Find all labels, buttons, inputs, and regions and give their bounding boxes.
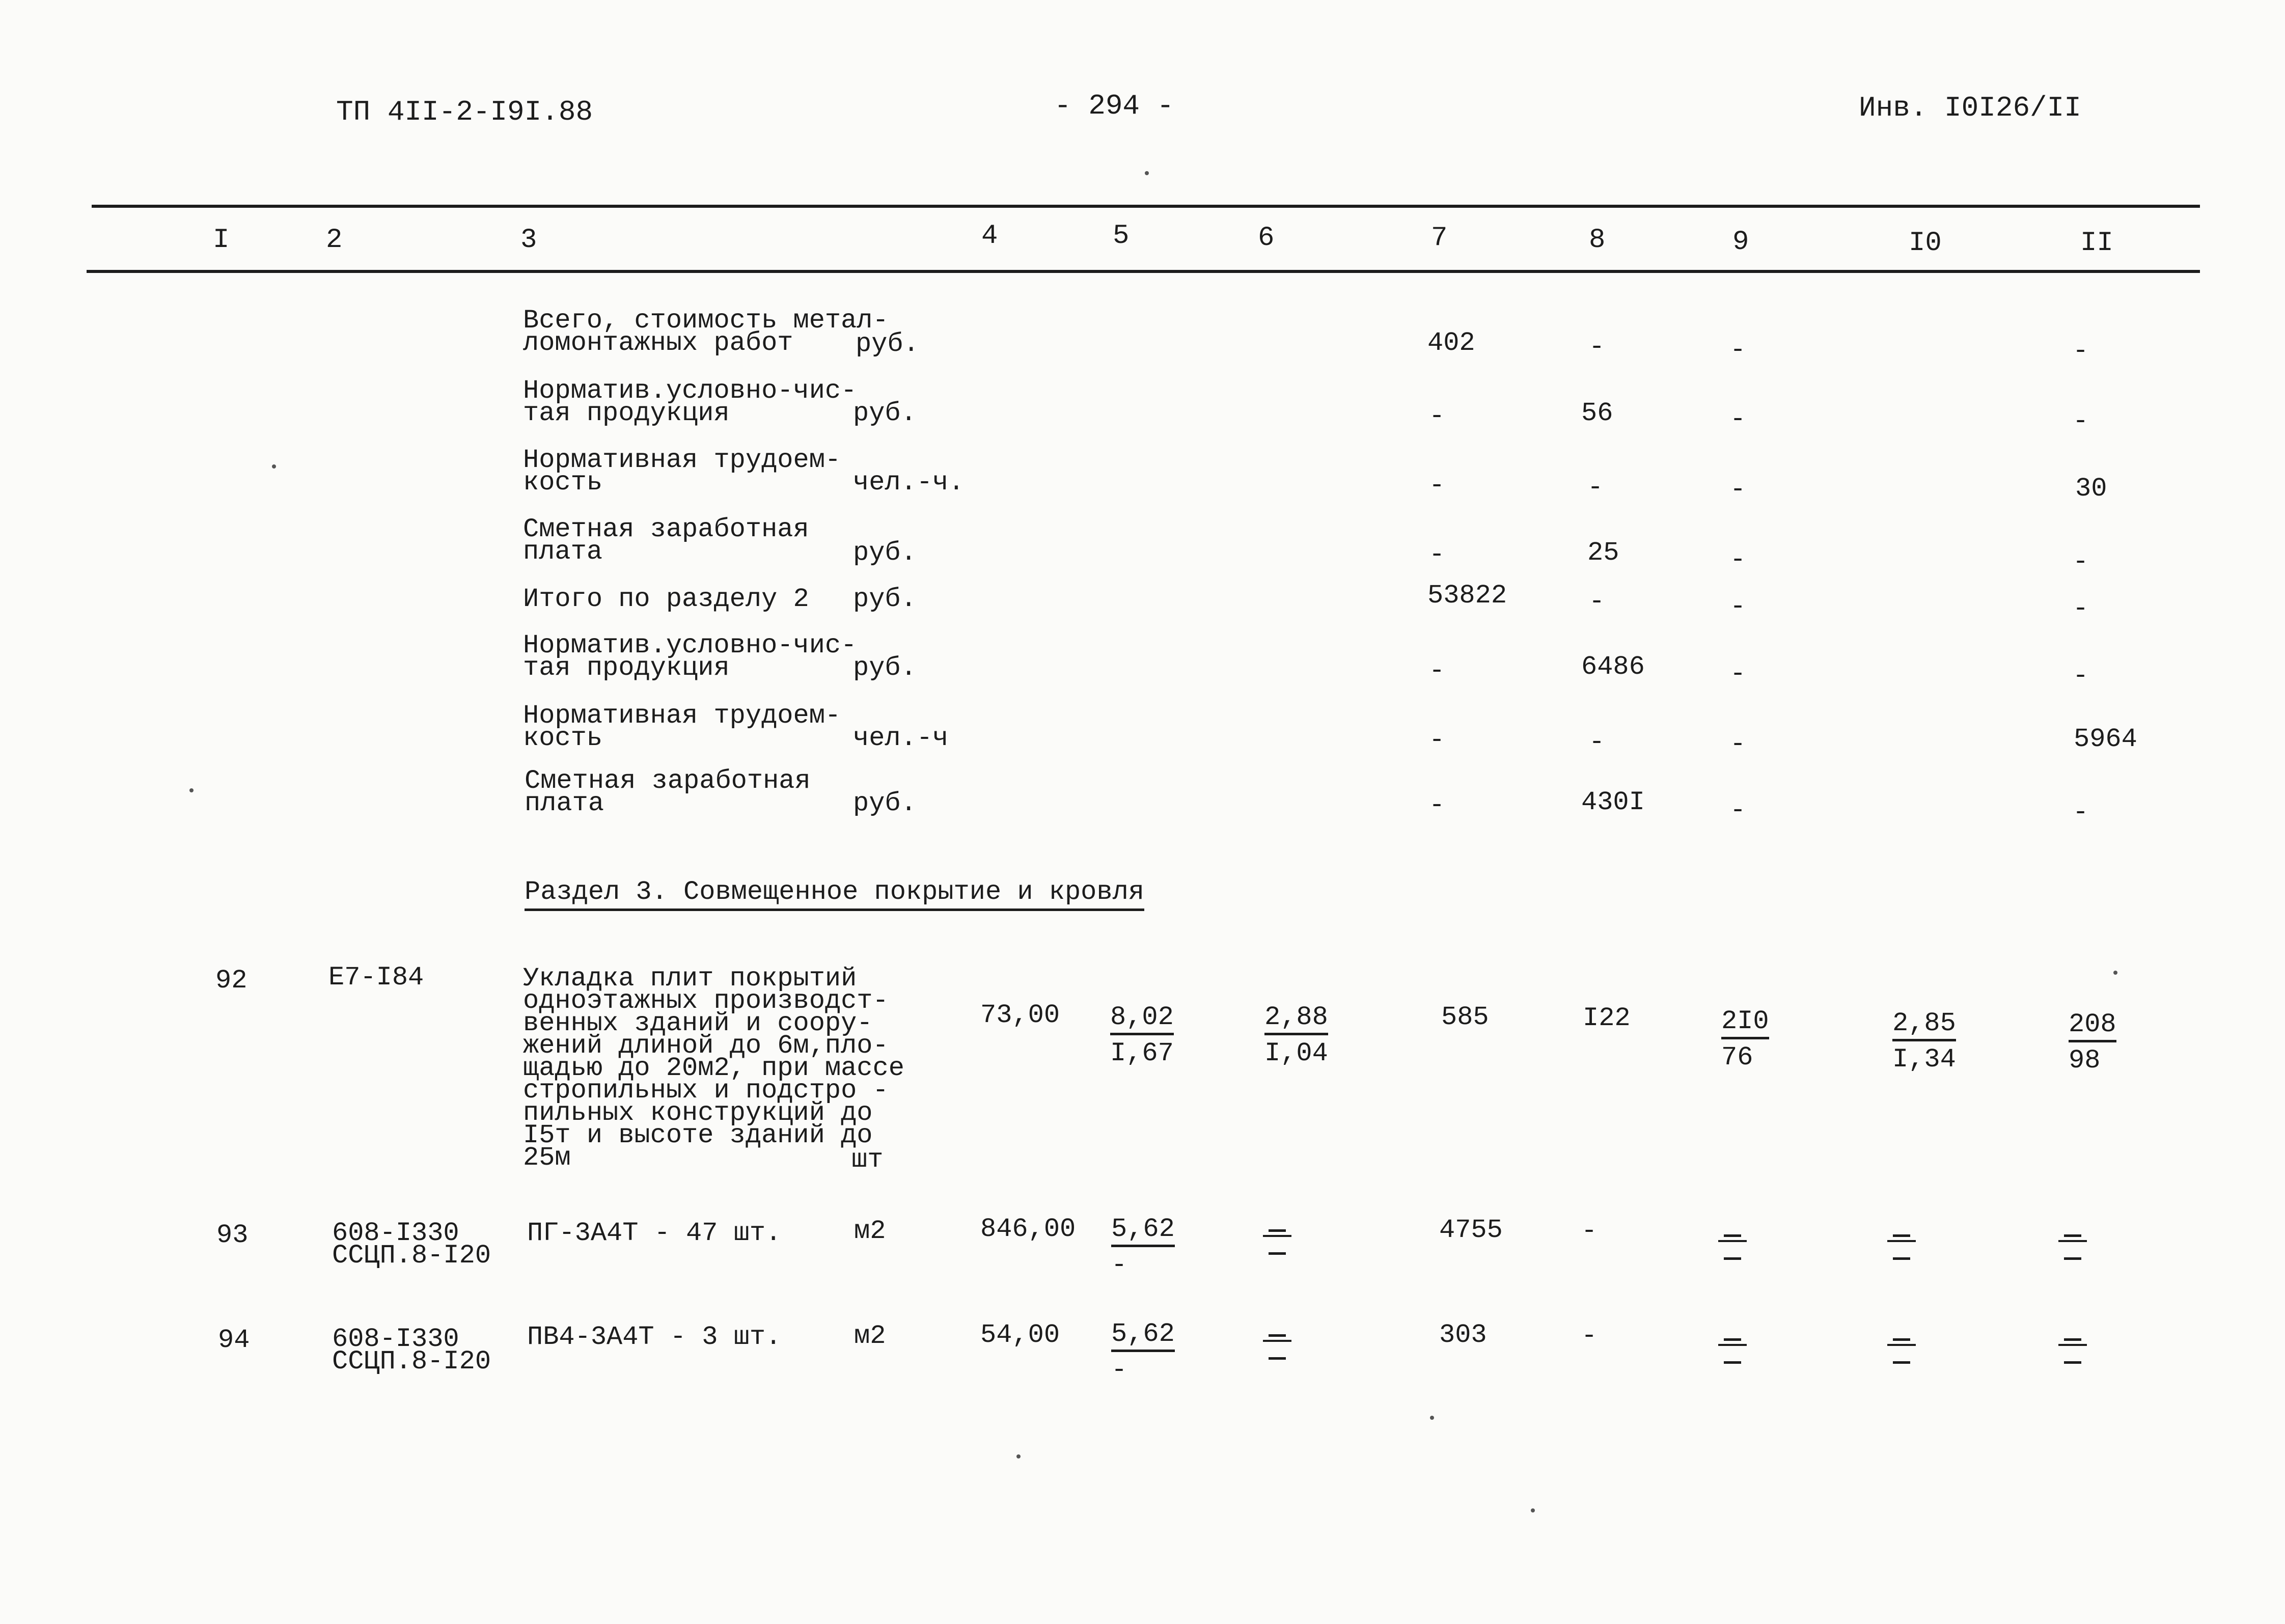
cell-c11: - bbox=[2073, 797, 2089, 828]
item-description: ПГ-3А4Т - 47 шт. bbox=[527, 1218, 782, 1248]
cell-c8: - bbox=[1587, 473, 1604, 503]
fraction-numerator: 8,02 bbox=[1110, 1003, 1174, 1035]
item-qty: 73,00 bbox=[980, 1000, 1060, 1030]
cell-c5 bbox=[1111, 1319, 1175, 1385]
cell-c10 bbox=[1886, 1338, 1917, 1379]
cell-c11: - bbox=[2073, 406, 2089, 436]
cell-c8: 6486 bbox=[1581, 652, 1645, 682]
cell-c11 bbox=[2057, 1234, 2088, 1275]
cell-c11: 30 bbox=[2075, 474, 2107, 504]
row-label: Норматив.условно-чис- тая продукция bbox=[523, 630, 857, 683]
scan-speck bbox=[272, 464, 276, 469]
cell-c9: - bbox=[1730, 545, 1746, 575]
row-label: Нормативная трудоем- кость bbox=[523, 701, 841, 753]
item-unit: шт bbox=[851, 1145, 884, 1175]
column-number: 5 bbox=[1113, 221, 1130, 252]
row-unit: руб. bbox=[853, 788, 917, 818]
scan-speck bbox=[2113, 971, 2117, 975]
column-number: 4 bbox=[981, 221, 998, 252]
cell-c8: - bbox=[1581, 1216, 1598, 1246]
cell-c8: - bbox=[1589, 727, 1605, 757]
cell-c10 bbox=[1886, 1234, 1917, 1275]
column-number: I bbox=[213, 225, 230, 256]
scan-speck bbox=[1016, 1454, 1021, 1458]
column-number: I0 bbox=[1909, 228, 1942, 259]
cell-c10 bbox=[1892, 1008, 1956, 1074]
scan-speck bbox=[1531, 1508, 1535, 1512]
row-unit: чел.-ч. bbox=[853, 467, 965, 498]
section-title: Раздел 3. Совмещенное покрытие и кровля bbox=[525, 881, 1144, 911]
cell-c5 bbox=[1110, 1002, 1174, 1068]
row-unit: чел.-ч bbox=[853, 723, 949, 753]
row-unit: руб. bbox=[853, 584, 917, 614]
cell-c11: - bbox=[2073, 661, 2089, 691]
fraction-denominator: I,34 bbox=[1892, 1044, 1956, 1075]
scan-speck bbox=[189, 788, 194, 792]
cell-c7: 402 bbox=[1427, 328, 1475, 358]
scan-speck bbox=[1145, 171, 1149, 175]
cell-c9 bbox=[1717, 1234, 1748, 1275]
column-number: 9 bbox=[1732, 227, 1749, 258]
cell-c8: 430I bbox=[1581, 787, 1645, 817]
fraction-numerator: 2,85 bbox=[1892, 1009, 1956, 1041]
row-unit: руб. bbox=[853, 398, 917, 428]
item-unit: м2 bbox=[854, 1216, 886, 1246]
item-code: 608-I330 ССЦП.8-I20 bbox=[332, 1218, 491, 1271]
item-code: 608-I330 ССЦП.8-I20 bbox=[332, 1324, 491, 1377]
fraction-numerator: 5,62 bbox=[1111, 1320, 1175, 1352]
item-number: 92 bbox=[215, 966, 247, 996]
row-label: Нормативная трудоем- кость bbox=[523, 445, 841, 498]
cell-c9: - bbox=[1730, 475, 1746, 505]
row-unit: руб. bbox=[853, 653, 917, 683]
fraction-denominator: 76 bbox=[1721, 1042, 1753, 1072]
cell-c9: - bbox=[1730, 335, 1746, 365]
column-number: 6 bbox=[1258, 223, 1275, 254]
cell-c7: 4755 bbox=[1439, 1215, 1503, 1245]
cell-c9 bbox=[1721, 1006, 1769, 1072]
column-number: 8 bbox=[1589, 225, 1606, 256]
cell-c7: - bbox=[1429, 790, 1445, 820]
table-top-rule bbox=[92, 205, 2200, 208]
cell-c5 bbox=[1111, 1214, 1175, 1280]
row-label: Сметная заработная плата bbox=[525, 766, 811, 818]
cell-c7: - bbox=[1429, 471, 1445, 501]
cell-c7: - bbox=[1429, 656, 1445, 686]
cell-c7: 303 bbox=[1439, 1320, 1487, 1350]
item-number: 93 bbox=[216, 1220, 249, 1250]
fraction-denominator: I,67 bbox=[1110, 1038, 1174, 1068]
column-number: 2 bbox=[326, 225, 343, 256]
row-label: Всего, стоимость метал- ломонтажных работ bbox=[523, 306, 889, 358]
item-description: Укладка плит покрытий одноэтажных производст- венных зданий и соору- жений длиной до 6м,пло- щадью до 20м2, при массе стропильных и подстро - пильных конструкций до I5т и высоте зданий до 25м bbox=[523, 964, 904, 1173]
row-unit: руб. bbox=[853, 538, 917, 568]
cell-c8: - bbox=[1581, 1321, 1598, 1351]
row-label: Норматив.условно-чис- тая продукция bbox=[523, 376, 857, 428]
cell-c9: - bbox=[1730, 404, 1746, 434]
cell-c8: - bbox=[1589, 587, 1605, 617]
fraction-numerator: 2,88 bbox=[1264, 1003, 1328, 1035]
item-code: Е7-I84 bbox=[328, 962, 424, 993]
cell-c9 bbox=[1717, 1338, 1748, 1379]
item-description: ПВ4-3А4Т - 3 шт. bbox=[527, 1322, 782, 1352]
table-header-rule bbox=[87, 270, 2200, 273]
fraction-denominator: 98 bbox=[2069, 1045, 2101, 1076]
cell-c8: 56 bbox=[1581, 398, 1613, 428]
item-unit: м2 bbox=[854, 1321, 886, 1351]
fraction-numerator: 208 bbox=[2069, 1010, 2116, 1042]
cell-c7: 585 bbox=[1441, 1002, 1489, 1032]
row-label: Сметная заработная плата bbox=[523, 514, 809, 567]
column-number: 7 bbox=[1431, 223, 1448, 254]
cell-c11: - bbox=[2073, 594, 2089, 624]
row-unit: руб. bbox=[856, 329, 919, 359]
item-qty: 54,00 bbox=[980, 1320, 1060, 1350]
fraction-denominator: I,04 bbox=[1264, 1038, 1328, 1068]
cell-c11: - bbox=[2073, 336, 2089, 366]
cell-c7: - bbox=[1429, 725, 1445, 755]
fraction-denominator: - bbox=[1111, 1355, 1127, 1385]
cell-c11: 5964 bbox=[2074, 724, 2137, 754]
cell-c11: - bbox=[2073, 547, 2089, 577]
cell-c7: - bbox=[1429, 401, 1445, 431]
cell-c8: 25 bbox=[1587, 538, 1619, 568]
cell-c7: - bbox=[1429, 540, 1445, 570]
fraction-numerator: 5,62 bbox=[1111, 1215, 1175, 1247]
cell-c9: - bbox=[1730, 795, 1746, 825]
item-qty: 846,00 bbox=[980, 1214, 1076, 1244]
cell-c7: 53822 bbox=[1427, 581, 1507, 611]
cell-c6 bbox=[1262, 1334, 1292, 1375]
item-number: 94 bbox=[218, 1325, 250, 1355]
cell-c11 bbox=[2069, 1009, 2116, 1075]
doc-code: ТП 4II-2-I9I.88 bbox=[336, 96, 593, 128]
cell-c6 bbox=[1264, 1002, 1328, 1068]
inventory-number: Инв. I0I26/II bbox=[1859, 92, 2081, 124]
page-number: - 294 - bbox=[1054, 90, 1174, 122]
scan-speck bbox=[1430, 1416, 1434, 1420]
row-label: Итого по разделу 2 bbox=[523, 584, 809, 614]
column-number: II bbox=[2080, 228, 2113, 259]
cell-c8: - bbox=[1589, 332, 1605, 362]
cell-c8: I22 bbox=[1583, 1003, 1631, 1033]
cell-c9: - bbox=[1730, 659, 1746, 689]
cell-c11 bbox=[2057, 1338, 2088, 1379]
cell-c9: - bbox=[1730, 729, 1746, 759]
cell-c6 bbox=[1262, 1229, 1292, 1270]
fraction-denominator: - bbox=[1111, 1250, 1127, 1280]
cell-c9: - bbox=[1730, 592, 1746, 622]
fraction-numerator: 2I0 bbox=[1721, 1007, 1769, 1039]
column-number: 3 bbox=[520, 225, 537, 256]
